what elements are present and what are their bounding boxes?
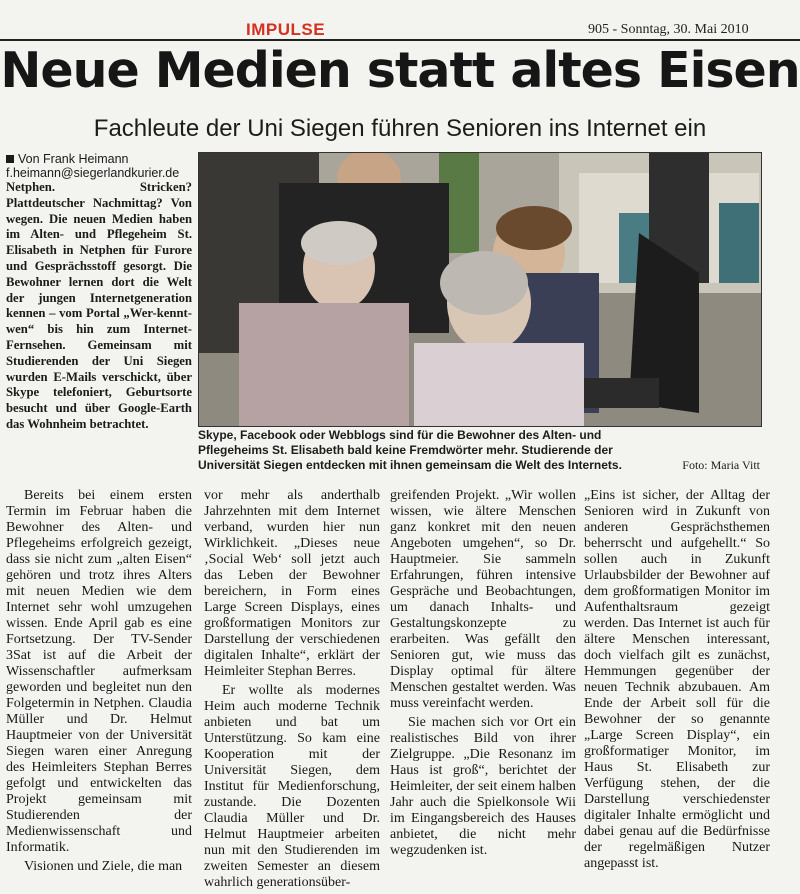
body-paragraph: Visionen und Ziele, die man — [24, 859, 183, 874]
body-column-1 — [6, 488, 192, 875]
byline-square-icon — [6, 155, 14, 163]
body-column-3 — [390, 488, 576, 859]
intro-paragraph: Netphen. Stricken? Plattdeutscher Nachmittag? Von wegen. Die neuen Medien haben im Alten- und Pflegeheim St. Elisabeth in Netphen für Furore und Gesprächsstoff gesorgt. Die Bewohner lernen dort die Welt der jungen Internetgeneration kennen – vom Portal „Wer-kennt-wen“ bis hin zum Internet-Fernsehen. Gemeinsam mit Studierenden der Uni Siegen wurden E-Mails verschickt, über Skype telefoniert, Geburtsorte besucht und über Google-Earth das Wohnheim betrachtet. — [6, 180, 192, 431]
body-column-2 — [204, 488, 380, 891]
photo-credit: Foto: Maria Vitt — [682, 458, 760, 472]
header-rule — [0, 39, 800, 41]
article-subheadline: Fachleute der Uni Siegen führen Senioren ins Internet ein — [93, 115, 707, 142]
byline-email: f.heimann@siegerlandkurier.de — [6, 166, 180, 180]
section-rubric: IMPULSE — [246, 20, 326, 39]
photo-caption — [198, 428, 760, 473]
byline-author: Von Frank Heimann — [18, 152, 129, 166]
body-paragraph: „Eins ist sicher, der Alltag der Senioren wird in Zukunft von anderen Gesprächsthemen beherrscht und aufgehellt.“ So sollen auch in Zukunft Urlaubsbilder der Bewohner auf dem großformatigen Monitor im Aufenthaltsraum gezeigt werden. Das Internet ist auch für ältere Menschen interessant, doch vielfach gilt es zunächst, Hemmungen gegenüber der neuen Technik abzubauen. Am Ende der Arbeit soll für die Bewohner der so genannte „Large Screen Display“, ein großformatiger Monitor, im Haus St. Elisabeth zur Verfügung stehen, der die Darstellung verschiedenster digitaler Inhalte ermöglicht und dabei genau auf die Bedürfnisse der regelmäßigen Nutzer angepasst ist. — [584, 488, 770, 871]
caption-text: Skype, Facebook oder Webblogs sind für die Bewohner des Alten- und Pflegeheims St. Elisabeth bald keine Fremdwörter mehr. Studierende der Universität Siegen entdecken mit ihnen gemeinsam die Welt des Internets. — [198, 428, 622, 472]
body-paragraph: vor mehr als anderthalb Jahrzehnten mit dem Internet verband, wurden hier nun Wirklichkeit. „Dieses neue ‚Social Web‘ soll jetzt auch das Leben der Bewohner bereichern, in Form eines Large Screen Displays, eines großformatigen Monitors zur Darstellung der verschiedenen digitalen Inhalte“, erklärt der Heimleiter Stephan Berres. — [204, 488, 380, 679]
body-paragraph: Er wollte als modernes Heim auch moderne Technik anbieten und bat um Unterstützung. So kam eine Kooperation mit der Universität Siegen, dem Institut für Medienforschung, zustande. Die Dozenten Claudia Müller und Dr. Helmut Hauptmeier arbeiten nun mit den Studierenden im zweiten Semester an diesem wahrlich generationsüber- — [204, 683, 380, 890]
issue-dateline: 905 - Sonntag, 30. Mai 2010 — [588, 22, 749, 37]
body-paragraph: Bereits bei einem ersten Termin im Februar haben die Bewohner des Alten- und Pflegeheims erfolgreich gezeigt, dass sie nicht zum „alten Eisen“ gehören und trotz ihres Alters mit neuen Medien wie dem Internet sehr wohl umzugehen wissen. Ende April gab es eine Fortsetzung. Der TV-Sender 3Sat ist auf die Arbeit der Wissenschaftler aufmerksam geworden und begleitet nun den Folgetermin in Netphen. Claudia Müller und Dr. Helmut Hauptmeier von der Universität Siegen waren einer Anregung des Heimleiters Stephan Berres gefolgt und entwickelten das Projekt gemeinsam mit Studierenden der Medienwissenschaft und Informatik. — [6, 488, 192, 855]
byline — [6, 152, 179, 180]
body-column-4 — [584, 488, 770, 872]
article-photo — [198, 152, 762, 427]
photo-illustration — [199, 153, 761, 426]
article-headline: Neue Medien statt altes Eisen — [0, 42, 800, 99]
body-paragraph: Sie machen sich vor Ort ein realistisches Bild von ihrer Zielgruppe. „Die Resonanz im Haus ist groß“, berichtet der Heimleiter, der seit einem halben Jahr auch die Spielkonsole Wii im Eingangsbereich des Hauses anbietet, die nicht mehr wegzudenken ist. — [390, 715, 576, 858]
body-paragraph: greifenden Projekt. „Wir wollen wissen, wie ältere Menschen ganz konkret mit den neuen Angeboten umgehen“, so Dr. Hauptmeier. Sie sammeln Erfahrungen, führen intensive Gespräche und Beobachtungen, um danach Inhalts- und Gestaltungskonzepte zu erarbeiten. Was gefällt den Senioren gut, wie muss das Display optimal für ältere Menschen gestaltet werden. Was muss vereinfacht werden. — [390, 488, 576, 711]
